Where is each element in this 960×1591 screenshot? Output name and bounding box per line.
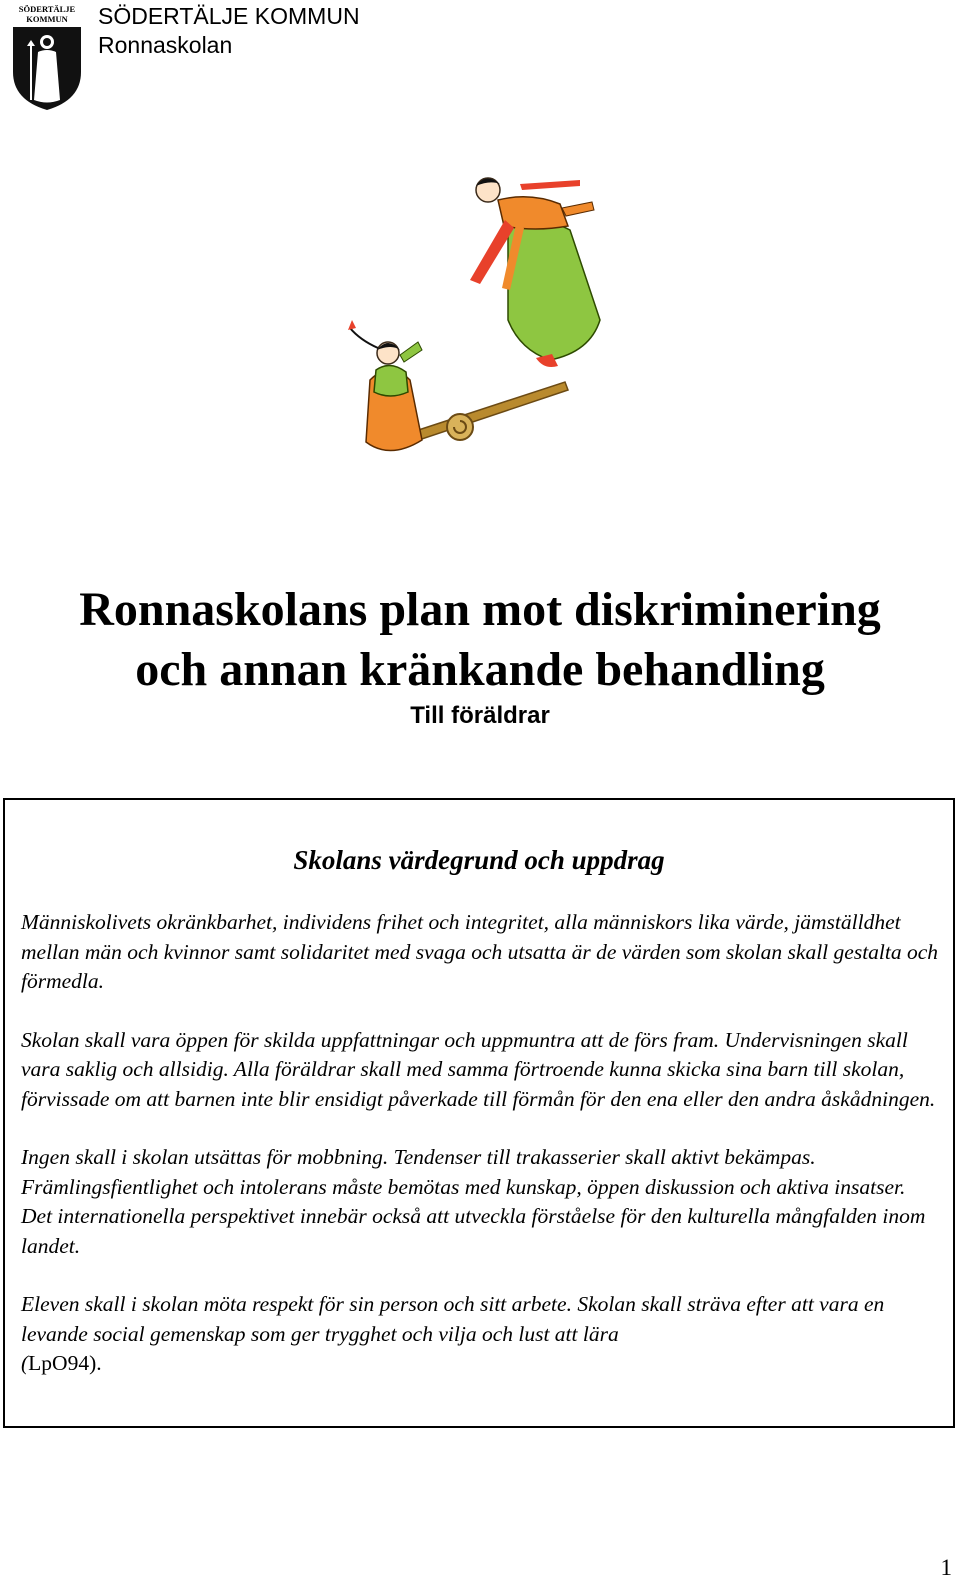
seesaw-jumping-girls-icon [330,170,630,470]
page-subtitle: Till föräldrar [410,702,550,729]
page-header [6,0,506,120]
paragraph: Skolan skall vara öppen för skilda uppfattningar och uppmuntra att de förs fram. Undervisningen skall vara saklig och allsidig. Alla föräldrar skall med samma förtroende kunna skicka sina barn till skolan, förvissade om att barnen inte blir ensidigt påverkade till förmån för den ena eller den andra åskådningen. [21,1027,936,1111]
svg-text:KOMMUN: KOMMUN [26,14,68,24]
citation-open-paren: ( [21,1351,29,1375]
values-box [3,798,955,1428]
paragraph-text: Eleven skall i skolan möta respekt för sin person och sitt arbete. Skolan skall sträva efter att vara en levande social gemenskap som ger trygghet och vilja och lust att lära [21,1292,885,1346]
title-line-1: Ronnaskolans plan mot diskriminering [79,583,881,636]
citation: LpO94). [28,1351,102,1375]
title-line-2: och annan kränkande behandling [135,643,825,696]
box-heading: Skolans värdegrund och uppdrag [293,845,665,875]
paragraph-last [21,1290,941,1379]
organization-name [98,2,360,60]
paragraph: Ingen skall i skolan utsättas för mobbning. Tendenser till trakasserier skall aktivt bekämpas. Främlingsfientlighet och intolerans måste bemötas med kunskap, öppen diskussion och aktiva insatser. Det internationella perspektivet innebär också att utveckla förståelse för den kulturella mångfalden inom landet. [21,1145,926,1258]
paragraph: Människolivets okränkbarhet, individens frihet och integritet, alla människors lika värde, jämställdhet mellan män och kvinnor samt solidaritet med svaga och utsatta är de värden som skolan skall gestalta och förmedla. [21,910,939,993]
seesaw-illustration [330,170,630,470]
svg-text:SÖDERTÄLJE: SÖDERTÄLJE [18,4,76,14]
municipality-logo [8,2,86,112]
school-name: Ronnaskolan [98,32,233,58]
coat-of-arms-icon [8,2,86,112]
page-number: 1 [940,1555,952,1580]
page-title [0,580,960,700]
municipality-name: SÖDERTÄLJE KOMMUN [98,3,360,29]
box-body [21,908,941,1408]
